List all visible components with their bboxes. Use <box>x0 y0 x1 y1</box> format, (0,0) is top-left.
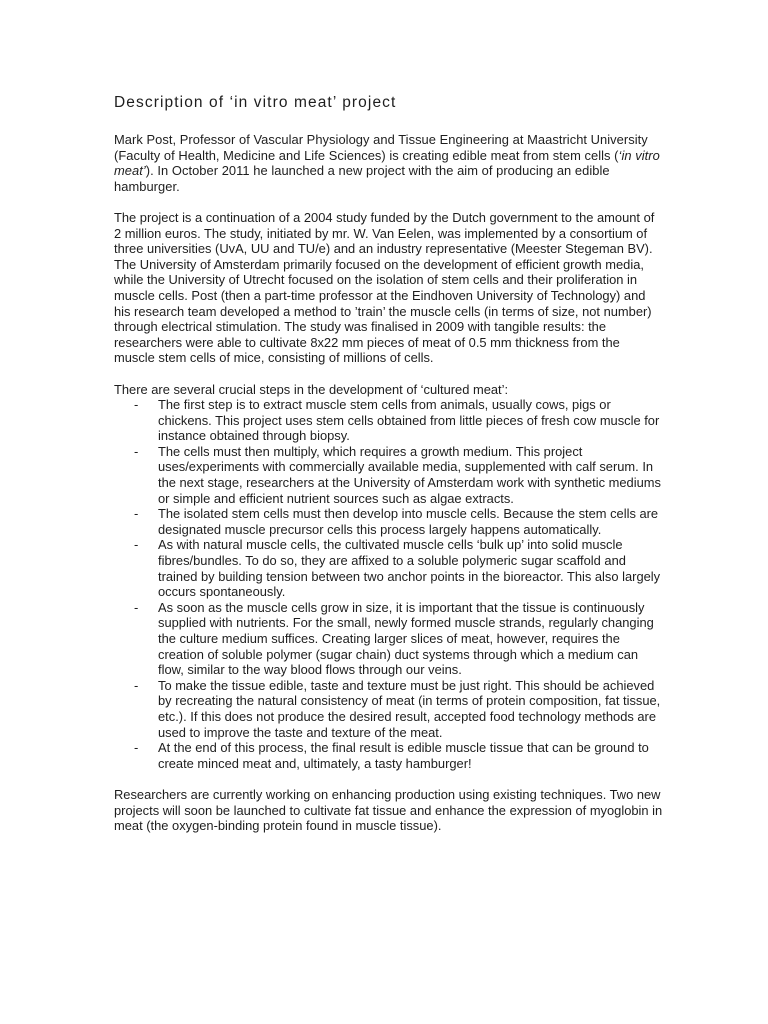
step-text: At the end of this process, the final result is edible muscle tissue that can be ground to create minced meat and, ultimately, a tasty hamburger! <box>158 740 649 771</box>
bullet-dash: - <box>134 397 139 413</box>
document-title: Description of ‘in vitro meat’ project <box>114 94 397 111</box>
bullet-dash: - <box>134 599 139 615</box>
steps-list <box>114 397 664 771</box>
list-item <box>114 600 664 678</box>
bullet-dash: - <box>134 443 139 459</box>
intro-paragraph <box>114 132 664 194</box>
step-text: The cells must then multiply, which requires a growth medium. This project uses/experiments with commercially available media, supplemented with calf serum. In the next stage, researchers at the University of Amsterdam work with synthetic mediums or simple and efficient nutrient sources such as algae extracts. <box>158 443 661 506</box>
list-item <box>114 444 664 506</box>
step-text: To make the tissue edible, taste and texture must be just right. This should be achieved by recreating the natural consistency of meat (in terms of protein composition, fat tissue, etc.). If this does not produce the desired result, accepted food technology methods are used to improve the taste and texture of the meat. <box>158 677 661 740</box>
list-item <box>114 506 664 537</box>
bullet-dash: - <box>134 506 139 522</box>
step-text: The first step is to extract muscle stem cells from animals, usually cows, pigs or chickens. This project uses stem cells obtained from little pieces of fresh cow muscle for instance obtained through biopsy. <box>158 397 660 444</box>
step-text: As soon as the muscle cells grow in size, it is important that the tissue is continuously supplied with nutrients. For the small, newly formed muscle strands, regularly changing the culture medium suffices. Creating larger slices of meat, however, requires the creation of soluble polymer (sugar chain) duct systems through which a medium can flow, similar to the way blood flows through our veins. <box>158 599 654 678</box>
list-item <box>114 397 664 444</box>
bullet-dash: - <box>134 677 139 693</box>
step-text: The isolated stem cells must then develop into muscle cells. Because the stem cells are designated muscle precursor cells this process largely happens automatically. <box>158 506 659 537</box>
list-item <box>114 678 664 740</box>
intro-text-end: ). In October 2011 he launched a new project with the aim of producing an edible hamburger. <box>114 163 610 194</box>
document-page <box>114 92 664 849</box>
closing-paragraph: Researchers are currently working on enhancing production using existing techniques. Two new projects will soon be launched to cultivate fat tissue and enhance the expression of myoglobin in meat (the oxygen-binding protein found in muscle tissue). <box>114 786 663 834</box>
list-item <box>114 537 664 599</box>
bullet-dash: - <box>134 740 139 756</box>
step-text: As with natural muscle cells, the cultivated muscle cells ‘bulk up’ into solid muscle fibres/bundles. To do so, they are affixed to a soluble polymeric sugar scaffold and trained by building tension between two anchor points in the bioreactor. This also largely occurs spontaneously. <box>158 537 661 600</box>
intro-text-start: Mark Post, Professor of Vascular Physiology and Tissue Engineering at Maastricht University (Faculty of Health, Medicine and Life Sciences) is creating edible meat from stem cells ( <box>114 132 648 163</box>
intro-italic-term: ‘in vitro meat’ <box>114 147 660 179</box>
bullet-dash: - <box>134 537 139 553</box>
history-paragraph: The project is a continuation of a 2004 study funded by the Dutch government to the amount of 2 million euros. The study, initiated by mr. W. Van Eelen, was implemented by a consortium of three universities (UvA, UU and TU/e) and an industry representative (Meester Stegeman BV). The University of Amsterdam primarily focused on the development of efficient growth media, while the University of Utrecht focused on the isolation of stem cells and their proliferation in muscle cells. Post (then a part-time professor at the Eindhoven University of Technology) and his research team developed a method to ’train’ the muscle cells (in terms of size, not number) through electrical stimulation. The study was finalised in 2009 with tangible results: the researchers were able to cultivate 8x22 mm pieces of meat of 0.5 mm thickness from the muscle stem cells of mice, consisting of millions of cells. <box>114 209 655 366</box>
steps-intro: There are several crucial steps in the development of ‘cultured meat’: <box>114 381 509 397</box>
list-item <box>114 740 664 771</box>
